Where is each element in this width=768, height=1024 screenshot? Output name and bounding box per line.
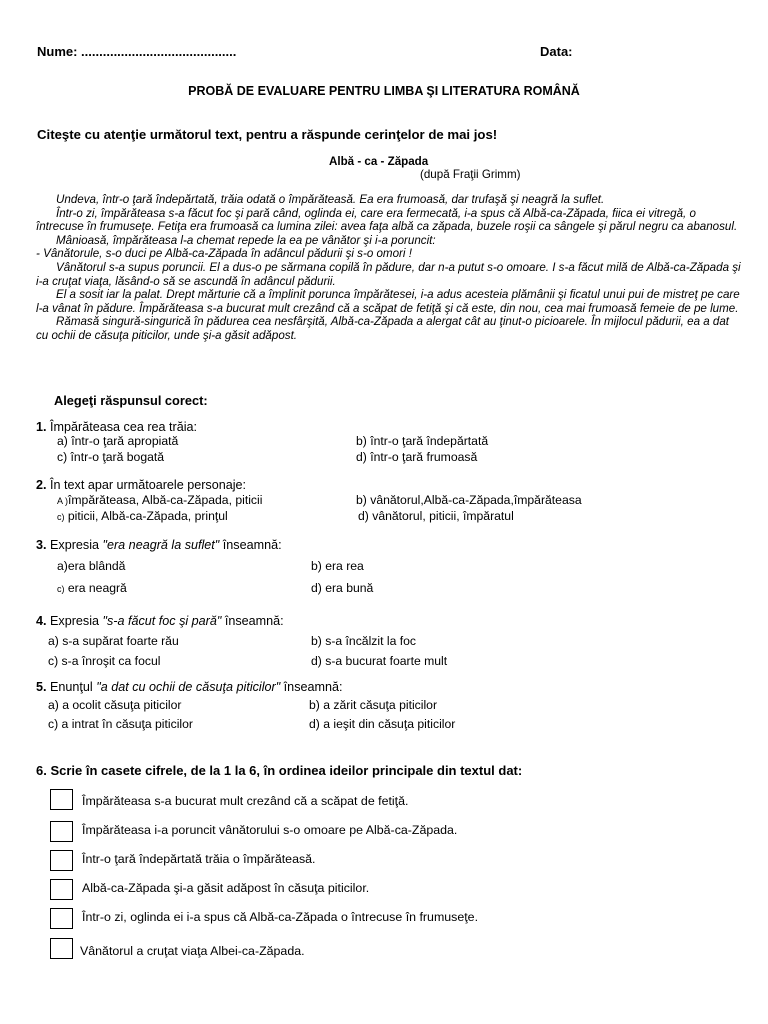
question-text: Expresia [50, 614, 103, 628]
option-letter: c) [57, 512, 65, 522]
q5-option-a: a) a ocolit căsuţa piticilor [48, 698, 182, 712]
order-answer-box[interactable] [50, 879, 73, 900]
story-paragraph: Vânătorul s-a supus poruncii. El a dus-o pe sărmana copilă în pădure, dar n-a putut s-o omoare. I s-a făcut milă de Albă-ca-Zăpada şi i-a cruţat viaţa, lăsând-o să se ascundă în adâncul pădurii. [36, 260, 741, 288]
order-answer-box[interactable] [50, 938, 73, 959]
q1-option-a: a) într-o ţară apropiată [57, 434, 179, 448]
order-item: Albă-ca-Zăpada şi-a găsit adăpost în căsuţa piticilor. [82, 881, 370, 895]
q1-option-c: c) într-o ţară bogată [57, 450, 165, 464]
page-title: PROBĂ DE EVALUARE PENTRU LIMBA ŞI LITERATURA ROMÂNĂ [188, 84, 580, 98]
question-number: 5. [36, 680, 47, 694]
q3-option-c [57, 581, 127, 595]
q3-option-a: a)era blândă [57, 559, 126, 573]
q4-option-c: c) s-a înroşit ca focul [48, 654, 161, 668]
question-6-heading: 6. Scrie în casete cifrele, de la 1 la 6, în ordinea ideilor principale din textul dat: [36, 763, 523, 778]
reading-instruction: Citeşte cu atenţie următorul text, pentru a răspunde cerinţelor de mai jos! [37, 127, 498, 142]
q2-option-c [57, 509, 228, 523]
order-item: Împărăteasa s-a bucurat mult crezând că a scăpat de fetiţă. [82, 794, 409, 808]
q1-option-d: d) într-o ţară frumoasă [356, 450, 478, 464]
q2-option-a [57, 493, 262, 507]
story-paragraph: Într-o zi, împărăteasa s-a făcut foc şi pară când, oglinda ei, care era fermecată, i-a spus că Albă-ca-Zăpada, fiica ei vitregă, o întrecuse în frumuseţe. Fetiţa era frumoasă ca lumina zilei: avea faţa albă ca zăpada, buzele roşii ca sângele şi părul negru ca abanosul. [36, 206, 738, 234]
q5-option-d: d) a ieşit din căsuţa piticilor [309, 717, 456, 731]
question-quote: "era neagră la suflet" [102, 538, 220, 552]
question-number: 3. [36, 538, 47, 552]
q5-option-c: c) a intrat în căsuţa piticilor [48, 717, 193, 731]
story-title: Albă - ca - Zăpada [329, 155, 429, 168]
question-text: În text apar următoarele personaje: [50, 478, 247, 492]
order-item: Într-o zi, oglinda ei i-a spus că Albă-ca-Zăpada o întrecuse în frumuseţe. [82, 910, 479, 924]
question-5 [36, 680, 343, 694]
order-answer-box[interactable] [50, 908, 73, 929]
question-number: 2. [36, 478, 47, 492]
q4-option-d: d) s-a bucurat foarte mult [311, 654, 448, 668]
option-text: piticii, Albă-ca-Zăpada, prinţul [67, 509, 228, 523]
question-text: Împărăteasa cea rea trăia: [50, 420, 198, 434]
question-2 [36, 478, 246, 492]
order-item: Vânătorul a cruţat viaţa Albei-ca-Zăpada. [80, 944, 305, 958]
question-text: înseamnă: [219, 538, 282, 552]
order-item: Împărăteasa i-a poruncit vânătorului s-o omoare pe Albă-ca-Zăpada. [82, 823, 458, 837]
option-letter: c) [57, 584, 65, 594]
q3-option-b: b) era rea [311, 559, 364, 573]
question-text: înseamnă: [221, 614, 284, 628]
q2-option-b: b) vânătorul,Albă-ca-Zăpada,împărăteasa [356, 493, 582, 507]
story-paragraph: El a sosit iar la palat. Drept mărturie că a împlinit porunca împărătesei, i-a adus acesteia plămânii şi ficatul unui pui de mistreţ pe care l-a vânat în pădure. Împărăteasa s-a bucurat mult crezând că a scăpat de fetiţă şi că este, din nou, cea mai frumoasă femeie de pe lume. [36, 288, 740, 315]
story-paragraph: Mânioasă, împărăteasa l-a chemat repede la ea pe vânător şi i-a poruncit: [56, 233, 436, 247]
q5-option-b: b) a zărit căsuţa piticilor [309, 698, 438, 712]
q1-option-b: b) într-o ţară îndepărtată [356, 434, 489, 448]
option-text: era neagră [67, 581, 127, 595]
story-paragraph: Rămasă singură-singurică în pădurea cea nesfârşită, Albă-ca-Zăpada a alergat cât au ţinut-o picioarele. În mijlocul pădurii, ea a dat cu ochii de căsuţa piticilor, unde şi-a găsit adăpost. [36, 315, 730, 342]
date-field-label: Data: [540, 44, 573, 59]
choose-heading: Alegeţi răspunsul corect: [54, 393, 208, 408]
question-number: 4. [36, 614, 47, 628]
order-answer-box[interactable] [50, 789, 73, 810]
order-answer-box[interactable] [50, 821, 73, 842]
order-item: Într-o ţară îndepărtată trăia o împărăteasă. [82, 852, 316, 866]
story-paragraph: - Vânătorule, s-o duci pe Albă-ca-Zăpada în adâncul pădurii şi s-o omori ! [36, 247, 412, 261]
q3-option-d: d) era bună [311, 581, 374, 595]
question-4 [36, 614, 284, 628]
option-text: împărăteasa, Albă-ca-Zăpada, piticii [68, 493, 263, 507]
story-paragraph: Undeva, într-o ţară îndepărtată, trăia odată o împărăteasă. Ea era frumoasă, dar trufaşă şi neagră la suflet. [56, 193, 605, 206]
q4-option-b: b) s-a încălzit la foc [311, 634, 416, 648]
story-text [36, 193, 742, 343]
question-3 [36, 538, 282, 552]
story-source: (după Fraţii Grimm) [420, 168, 521, 181]
question-number: 1. [36, 420, 47, 434]
question-text: Expresia [50, 538, 103, 552]
q2-option-d: d) vânătorul, piticii, împăratul [358, 509, 514, 523]
q4-option-a: a) s-a supărat foarte rău [48, 634, 179, 648]
question-1 [36, 420, 197, 434]
order-answer-box[interactable] [50, 850, 73, 871]
name-field-label: Nume: ........................................... [37, 44, 237, 59]
question-text: Enunţul [50, 680, 97, 694]
question-text: înseamnă: [280, 680, 343, 694]
question-quote: "s-a făcut foc şi pară" [102, 614, 222, 628]
question-quote: "a dat cu ochii de căsuţa piticilor" [96, 680, 281, 694]
option-letter: A ) [57, 496, 69, 506]
